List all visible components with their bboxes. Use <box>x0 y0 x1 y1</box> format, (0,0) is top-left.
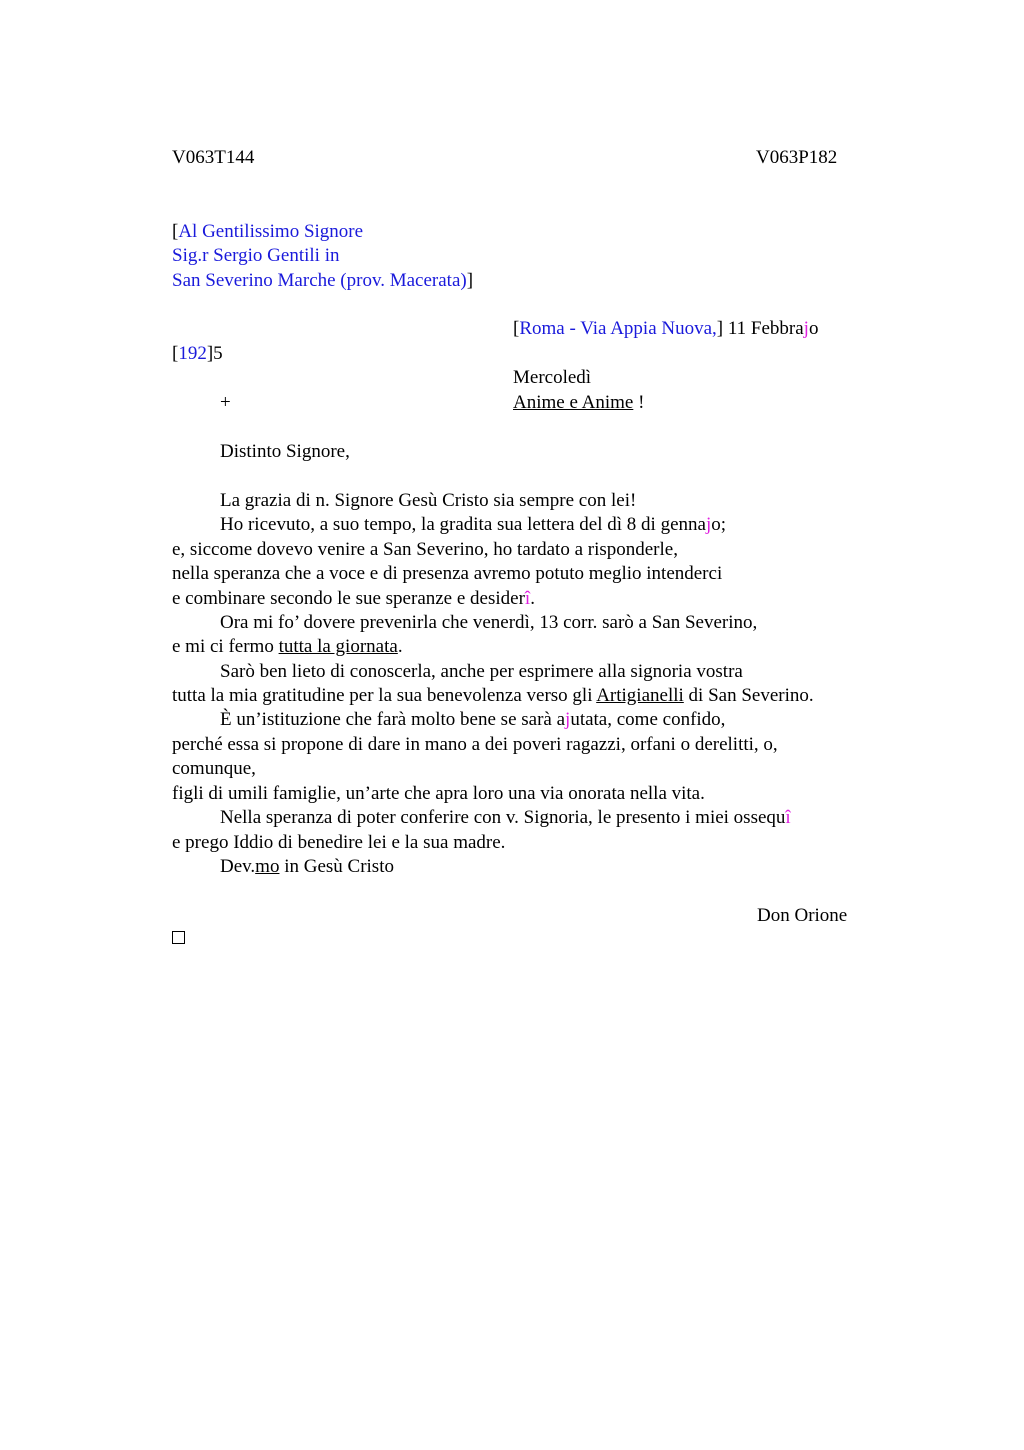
body-line-2-a: Ho ricevuto, a suo tempo, la gradita sua lettera del dì 8 di genna <box>220 514 706 535</box>
address-line-1-text: Al Gentilissimo Signore <box>178 221 364 242</box>
body-line-9-b: di San Severino. <box>683 685 814 706</box>
body-line-10-b: utata, come confido, <box>570 709 726 730</box>
closing-b: in Gesù Cristo <box>279 856 394 877</box>
dateline-year: [192]5 <box>172 343 223 364</box>
document-code-left: V063T144 <box>172 147 255 168</box>
body-line-9 <box>172 684 814 708</box>
body-line-14-i: î <box>785 807 791 828</box>
body-line-13: figli di umili famiglie, un’arte che apra loro una via onorata nella vita. <box>172 783 705 804</box>
body-line-7-underlined: tutta la giornata <box>278 636 398 657</box>
motto-text: Anime e Anime <box>513 392 634 413</box>
body-line-9-underlined: Artigianelli <box>596 685 684 706</box>
closing-line <box>220 855 394 879</box>
body-line-8: Sarò ben lieto di conoscerla, anche per esprimere alla signoria vostra <box>220 661 743 682</box>
salutation: Distinto Signore, <box>220 441 350 462</box>
body-line-14 <box>220 806 791 830</box>
end-marker-box-icon <box>172 931 185 944</box>
body-line-3: e, siccome dovevo venire a San Severino, ho tardato a risponderle, <box>172 539 678 560</box>
body-line-9-a: tutta la mia gratitudine per la sua benevolenza verso gli <box>172 685 597 706</box>
body-line-10-a: È un’istituzione che farà molto bene se sarà a <box>220 709 566 730</box>
dateline-year-end: 5 <box>213 343 223 364</box>
body-line-2 <box>220 513 726 537</box>
dateline-date-j: j <box>803 318 809 339</box>
dateline-year-bracket: 192 <box>178 343 207 364</box>
dateline-place: Roma - Via Appia Nuova, <box>519 318 717 339</box>
body-line-4: nella speranza che a voce e di presenza avremo potuto meglio intenderci <box>172 563 723 584</box>
body-line-7-b: . <box>397 636 403 657</box>
body-line-5 <box>172 587 535 611</box>
dateline-date-b: o <box>808 318 819 339</box>
body-line-2-b: o; <box>711 514 726 535</box>
body-line-5-b: . <box>530 588 535 609</box>
address-line-2: Sig.r Sergio Gentili in <box>172 245 340 266</box>
body-line-2-j: j <box>705 514 712 535</box>
body-line-1: La grazia di n. Signore Gesù Cristo sia sempre con lei! <box>220 490 637 511</box>
dateline-date-a: 11 Febbra <box>723 318 804 339</box>
motto <box>513 391 644 415</box>
body-line-10-j: j <box>565 709 571 730</box>
body-line-15: e prego Iddio di benedire lei e la sua madre. <box>172 832 506 853</box>
body-line-6: Ora mi fo’ dovere prevenirla che venerdì, 13 corr. sarò a San Severino, <box>220 612 758 633</box>
motto-end: ! <box>633 392 645 413</box>
body-line-7-a: e mi ci fermo <box>172 636 279 657</box>
closing-underlined: mo <box>255 856 280 877</box>
body-line-14-a: Nella speranza di poter conferire con v. Signoria, le presento i miei ossequ <box>220 807 786 828</box>
address-line-1: [Al Gentilissimo Signore <box>172 221 364 242</box>
document-code-right: V063P182 <box>756 147 838 168</box>
address-line-3: San Severino Marche (prov. Macerata)] <box>172 270 474 291</box>
address-line-3-text: San Severino Marche (prov. Macerata) <box>172 270 467 291</box>
body-line-5-i: î <box>524 588 531 609</box>
cross-mark: + <box>220 392 231 413</box>
closing-a: Dev. <box>220 856 256 877</box>
dateline-weekday: Mercoledì <box>513 367 592 388</box>
body-line-7 <box>172 635 403 659</box>
body-line-10 <box>220 708 725 732</box>
dateline: [Roma - Via Appia Nuova,] 11 Febbrajo <box>513 318 819 339</box>
body-line-11: perché essa si propone di dare in mano a dei poveri ragazzi, orfani o derelitti, o, <box>172 734 778 755</box>
body-line-12: comunque, <box>172 758 256 779</box>
body-line-5-a: e combinare secondo le sue speranze e desider <box>172 588 525 609</box>
signature: Don Orione <box>757 905 848 926</box>
